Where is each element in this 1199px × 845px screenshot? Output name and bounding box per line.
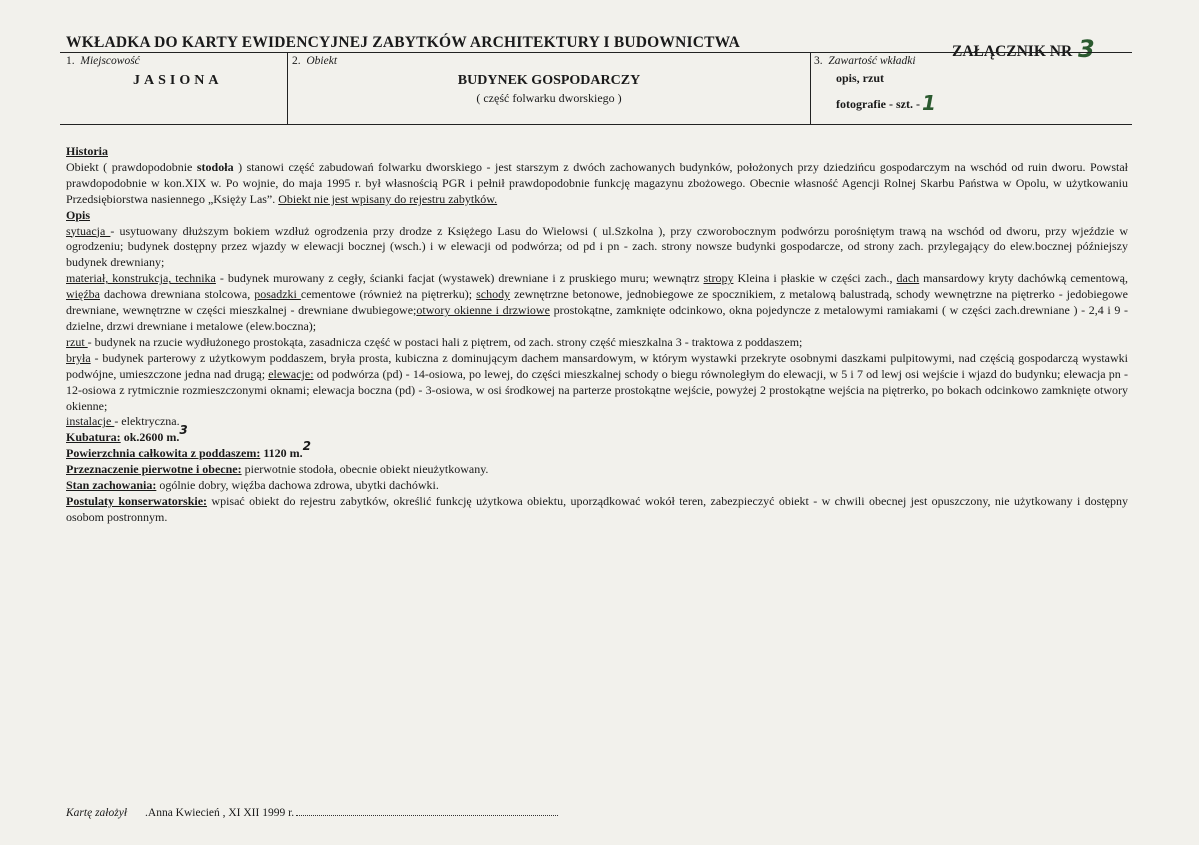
contents-line-1: opis, rzut xyxy=(836,71,884,85)
postulaty-paragraph: Postulaty konserwatorskie: wpisać obiekt do rejestru zabytków, określić funkcję użytkowa obiektu, uporządkować wokół teren, zabezpieczyć obiekt - w chwili obecnej jest opuszczony, nie użytkowany i dostępny osobom postronnym. xyxy=(66,493,1128,524)
section-heading-historia: Historia xyxy=(66,144,108,158)
document-title: WKŁADKA DO KARTY EWIDENCYJNEJ ZABYTKÓW ARCHITEKTURY I BUDOWNICTWA xyxy=(66,34,741,51)
header-bottom-rule xyxy=(60,124,1132,125)
attachment-label: ZAŁĄCZNIK NR xyxy=(952,43,1073,60)
rzut-paragraph: rzut - budynek na rzucie wydłużonego prostokąta, zasadnicza część w postaci hali z piętrem, od zach. strony część mieszkalna 3 - traktowa z poddaszem; xyxy=(66,334,803,349)
attachment-handwritten-number: 3 xyxy=(1078,35,1095,63)
card-author-line xyxy=(66,807,558,819)
description-body xyxy=(66,144,1128,526)
cell-divider-2 xyxy=(810,52,811,124)
attachment-number xyxy=(952,34,1095,62)
instalacje-paragraph: instalacje - elektryczna. xyxy=(66,414,180,429)
cell-3-label: 3. Zawartość wkładki xyxy=(814,55,916,67)
historia-paragraph: Obiekt ( prawdopodobnie stodoła ) stanowi część zabudowań folwarku dworskiego - jest starszym z dwóch zachowanych budynków, położonych przy dziedzińcu gospodarczym na wschód od ruin dworu. Powstał prawdopodobnie w kon.XIX w. Po wojnie, do maja 1995 r. był własnością PGR i pełnił prawdopodobnie funkcję magazynu zbożowego. Obecnie własność Agencji Rolnej Skarbu Państwa w Opolu, w użytkowaniu Przedsiębiorstwa nasiennego „Księży Las”. Obiekt nie jest wpisany do rejestru zabytków. xyxy=(66,159,1128,206)
bryla-paragraph: bryła - budynek parterowy z użytkowym poddaszem, bryła prosta, kubiczna z dominującym dachem mansardowym, w którym wystawki przekryte osobnymi daszkami pulpitowymi, nad częścią gospodarczą wystawki podwójne, umieszczone jedna nad drugą; elewacje: od podwórza (pd) - 14-osiowa, po lewej, do części mieszkalnej schody o biegu równoległym do elewacji, w 5 i 7 od lewj osi wejście i wjazd do budynku; elewacja pn - 12-osiowa z rytmicznie rozmieszczonymi oknami; elewacja boczna (pd) - 3-osiowa, w osi środkowej na parterze prostokątne wejście, powyżej 2 prostokątne wejścia na piętrerko, po bokach odcinkowo zamknięte otwory okienne; xyxy=(66,350,1128,413)
photo-count-handwritten: 1 xyxy=(921,91,936,115)
object-subtitle: ( część folwarku dworskiego ) xyxy=(476,91,622,105)
przeznaczenie-line: Przeznaczenie pierwotne i obecne: pierwotnie stodoła, obecnie obiekt nieużytkowany. xyxy=(66,462,489,477)
author-label: Kartę założył xyxy=(66,807,128,819)
header-top-rule xyxy=(60,52,1132,53)
powierzchnia-line: Powierzchnia całkowita z poddaszem: 1120 m.2 xyxy=(66,439,312,461)
kubatura-line: Kubatura: ok.2600 m.3 xyxy=(66,423,188,445)
sytuacja-paragraph: sytuacja - usytuowany dłuższym bokiem wzdłuż ogrodzenia przy drodze z Księżego Lasu do Wielowsi ( ul.Szkolna ), przy czworobocznym podwórzu porośniętym trawą na wschód od dworu, przy wjeździe w ogrodzeniu; budynek dostępny przez wjazdy w elewacji bocznej (wsch.) i w elewacji od podwórza; od pd i pn - zach. strony nowsze budynki gospodarcze, od strony zach. przylegający do elew.bocznej późniejszy budynek drewniany; xyxy=(66,223,1128,270)
powierzchnia-superscript: 2 xyxy=(302,439,312,454)
object-name: BUDYNEK GOSPODARCZY xyxy=(457,73,641,88)
kubatura-superscript: 3 xyxy=(179,423,188,438)
cell-2-label: 2. Obiekt xyxy=(292,55,338,67)
stan-line: Stan zachowania: ogólnie dobry, więźba dachowa zdrowa, ubytki dachówki. xyxy=(66,478,439,493)
cell-divider-1 xyxy=(287,52,288,124)
locality-value: JASIONA xyxy=(133,73,223,88)
contents-line-2: fotografie - szt. - 1 xyxy=(836,91,936,115)
cell-1-label: 1. Miejscowość xyxy=(66,55,140,67)
signature-dotted-line xyxy=(296,807,558,816)
section-heading-opis: Opis xyxy=(66,207,91,222)
material-paragraph: materiał, konstrukcja, technika - budynek murowany z cegły, ścianki facjat (wystawek) drewniane i z pruskiego muru; wewnątrz stropy Kleina i płaskie w części zach., dach mansardowy kryty dachówką cementową, więźba dachowa drewniana stolcowa, posadzki cementowe (również na piętrerku); schody zewnętrzne betonowe, jednobiegowe ze spocznikiem, z metalową balustradą, schody wewnętrzne na piętrerko - jedobiegowe drewniane, wewnętrzne w części mieszkalnej - drewniane dwubiegowe;otwory okienne i drzwiowe prostokątne, zamknięte odcinkowo, okna pojedyncze z metalowymi ramiakami ( w części zach.drewniane ) - 2,4 i 9 - dzielne, drzwi drewniane i metalowe (elew.boczna); xyxy=(66,271,1128,333)
author-value: .Anna Kwiecień , XI XII 1999 r. xyxy=(145,807,295,819)
